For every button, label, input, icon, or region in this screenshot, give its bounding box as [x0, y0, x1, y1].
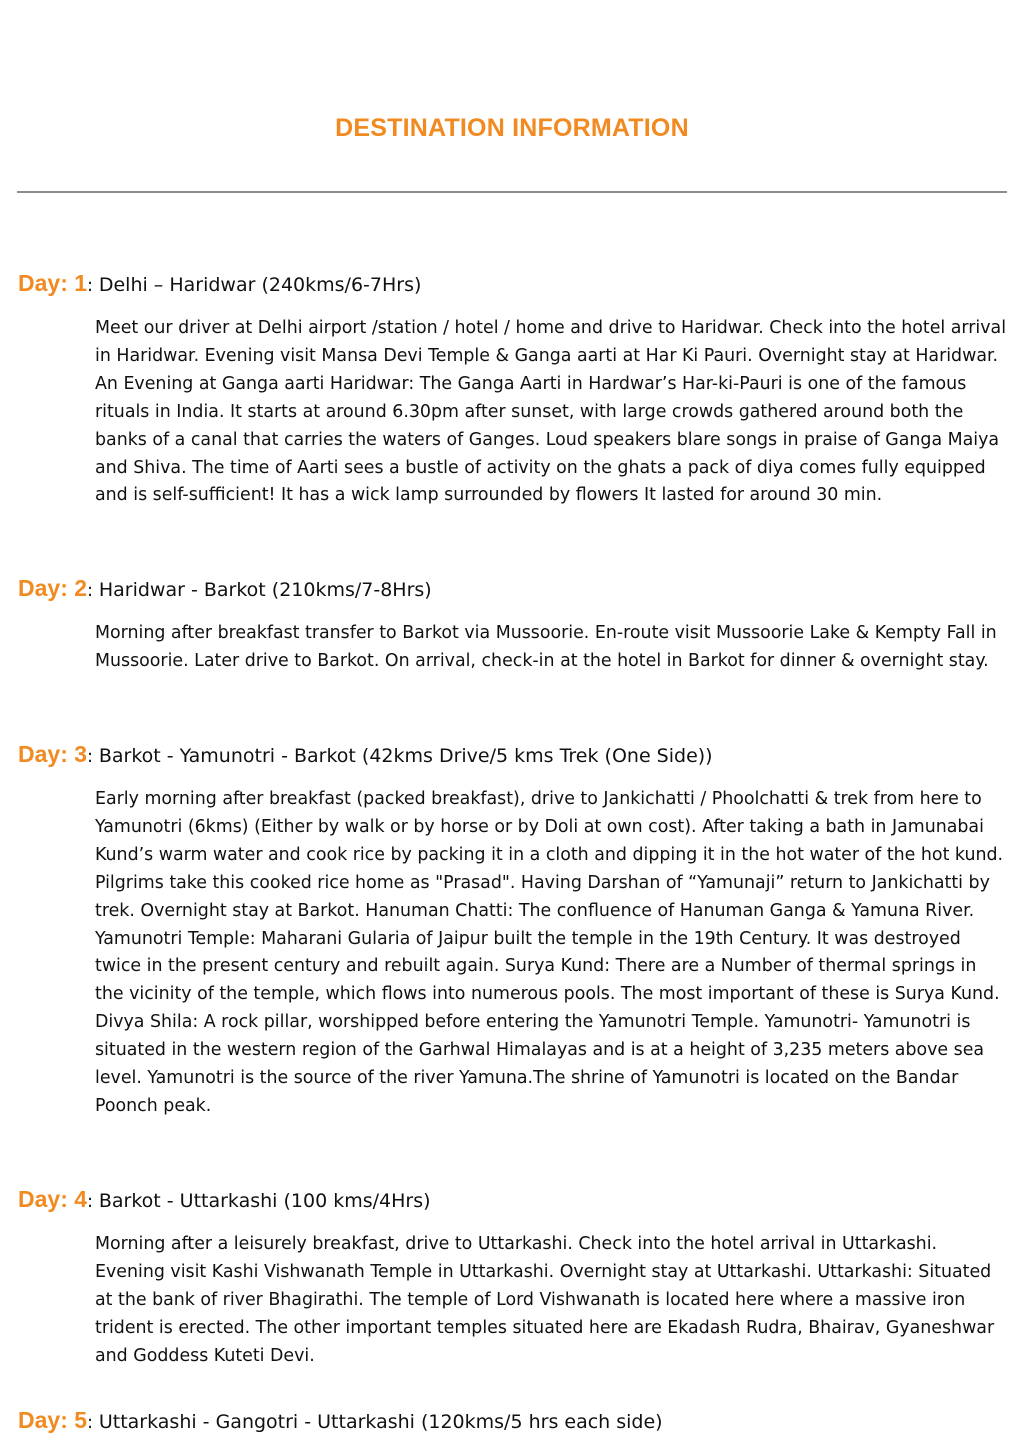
day-section-5: [0, 1405, 1024, 1438]
day-description: Early morning after breakfast (packed breakfast), drive to Jankichatti / Phoolchatti & trek from here to Yamunotri (6kms) (Either by walk or by horse or by Doli at own cost). After taking a bath in Jamunabai Kund’s warm water and cook rice by packing it in a cloth and dipping it in the hot water of the hot kund. Pilgrims take this cooked rice home as "Prasad". Having Darshan of “Yamunaji” return to Jankichatti by trek. Overnight stay at Barkot. Hanuman Chatti: The confluence of Hanuman Ganga & Yamuna River. Yamunotri Temple: Maharani Gularia of Jaipur built the temple in the 19th Century. It was destroyed twice in the present century and rebuilt again. Surya Kund: There are a Number of thermal springs in the vicinity of the temple, which flows into numerous pools. The most important of these is Surya Kund. Divya Shila: A rock pillar, worshipped before entering the Yamunotri Temple. Yamunotri- Yamunotri is situated in the western region of the Garhwal Himalayas and is at a height of 3,235 meters above sea level. Yamunotri is the source of the river Yamuna.The shrine of Yamunotri is located on the Bandar Poonch peak.: [95, 789, 1004, 1116]
day-heading: [0, 573, 1024, 606]
page-title: DESTINATION INFORMATION: [335, 114, 689, 142]
day-label: Day: 5: [18, 1407, 88, 1433]
day-route: Barkot - Yamunotri - Barkot (42kms Drive/5 kms Trek (One Side)): [98, 745, 713, 767]
day-section-2: [0, 573, 1024, 676]
day-heading: [0, 1405, 1024, 1438]
day-section-1: [0, 268, 1024, 510]
title-divider: [17, 191, 1007, 193]
day-separator: :: [87, 1191, 99, 1212]
day-route: Delhi – Haridwar (240kms/6-7Hrs): [98, 274, 422, 296]
day-route: Uttarkashi - Gangotri - Uttarkashi (120kms/5 hrs each side): [98, 1411, 663, 1433]
day-separator: :: [87, 275, 99, 296]
day-separator: :: [87, 580, 99, 601]
day-heading: [0, 1184, 1024, 1217]
day-heading: [0, 268, 1024, 301]
day-section-3: [0, 739, 1024, 1121]
day-separator: :: [87, 1412, 99, 1433]
day-label: Day: 2: [18, 575, 88, 601]
day-route: Haridwar - Barkot (210kms/7-8Hrs): [98, 579, 432, 601]
day-heading: [0, 739, 1024, 772]
day-separator: :: [87, 746, 99, 767]
day-description: Morning after breakfast transfer to Barkot via Mussoorie. En-route visit Mussoorie Lake & Kempty Fall in Mussoorie. Later drive to Barkot. On arrival, check-in at the hotel in Barkot for dinner & overnight stay.: [95, 623, 997, 671]
day-route: Barkot - Uttarkashi (100 kms/4Hrs): [98, 1190, 431, 1212]
day-label: Day: 1: [18, 270, 88, 296]
day-section-4: [0, 1184, 1024, 1371]
day-label: Day: 4: [18, 1186, 88, 1212]
day-description: Meet our driver at Delhi airport /station / hotel / home and drive to Haridwar. Check into the hotel arrival in Haridwar. Evening visit Mansa Devi Temple & Ganga aarti at Har Ki Pauri. Overnight stay at Haridwar. An Evening at Ganga aarti Haridwar: The Ganga Aarti in Hardwar’s Har-ki-Pauri is one of the famous rituals in India. It starts at around 6.30pm after sunset, with large crowds gathered around both the banks of a canal that carries the waters of Ganges. Loud speakers blare songs in praise of Ganga Maiya and Shiva. The time of Aarti sees a bustle of activity on the ghats a pack of diya comes fully equipped and is self-sufficient! It has a wick lamp surrounded by flowers It lasted for around 30 min.: [95, 318, 1007, 506]
day-label: Day: 3: [18, 741, 88, 767]
day-description: Morning after a leisurely breakfast, drive to Uttarkashi. Check into the hotel arrival in Uttarkashi. Evening visit Kashi Vishwanath Temple in Uttarkashi. Overnight stay at Uttarkashi. Uttarkashi: Situated at the bank of river Bhagirathi. The temple of Lord Vishwanath is located here where a massive iron trident is erected. The other important temples situated here are Ekadash Rudra, Bhairav, Gyaneshwar and Goddess Kuteti Devi.: [95, 1234, 995, 1366]
